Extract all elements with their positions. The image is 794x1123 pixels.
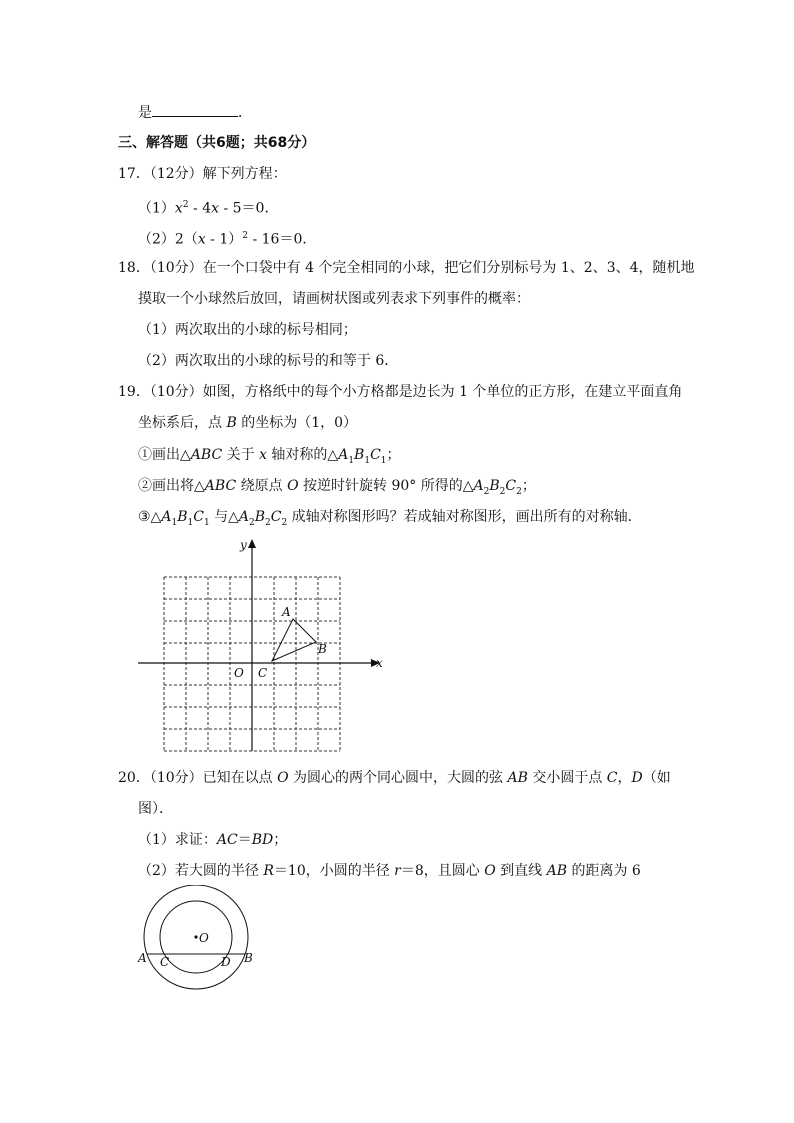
q20-line2: 图）．	[138, 801, 173, 817]
point-b-label: B	[244, 951, 253, 965]
concentric-circles-figure	[130, 885, 270, 995]
q20-line1: 20．（10分）已知在以点 O 为圆心的两个同心圆中，大圆的弦 AB 交小圆于点 C，D（如	[118, 770, 671, 786]
q16-answer-line: 是 ．	[138, 102, 252, 123]
q19-step2: ②画出将△ABC 绕原点 O 按逆时针旋转 90° 所得的$\triangle A_2B_2C_2$；	[138, 478, 536, 497]
section-title: 三、解答题（共6题；共68分）	[118, 135, 316, 151]
point-a-label: A	[282, 605, 291, 619]
q19-step1: ①画出△ABC 关于 x 轴对称的$\triangle A_1B_1C_1$；	[138, 447, 401, 466]
q17-part1: $(1)x^2 - 4x - 5=0$．	[138, 200, 279, 217]
coordinate-grid-figure	[130, 535, 390, 755]
point-c-label: C	[160, 955, 170, 969]
q19-line1: 19．（10分）如图，方格纸中的每个小方格都是边长为 1 个单位的正方形，在建立平面直角	[118, 384, 683, 400]
q17-part2: （2）2（x - 1）$^2$ - 16＝0．	[138, 231, 317, 248]
origin-label: O	[234, 666, 244, 680]
answer-blank	[152, 102, 238, 117]
q18-line1: 18．（10分）在一个口袋中有 4 个完全相同的小球，把它们分别标号为 1、2、3、4，随机地	[118, 260, 695, 276]
q18-part2: （2）两次取出的小球的标号的和等于 6．	[138, 353, 399, 369]
point-c-label: C	[258, 666, 268, 680]
q19-step3: $③\triangle A_1B_1C_1$ 与$\triangle A_2B_2C_2$ 成轴对称图形吗？若成轴对称图形，画出所有的对称轴．	[138, 509, 642, 528]
y-axis-arrow	[248, 539, 256, 548]
q20-part1: （1）求证：AC＝BD；	[138, 832, 288, 848]
x-axis-label: x	[376, 656, 383, 670]
y-axis-label: y	[240, 538, 247, 552]
point-d-label: D	[221, 955, 231, 969]
q18-part1: （1）两次取出的小球的标号相同；	[138, 322, 357, 338]
point-a-label: A	[138, 951, 147, 965]
point-b-label: B	[318, 642, 327, 656]
center-o-label: O	[199, 931, 209, 945]
q17-header: 17．（12分）解下列方程：	[118, 166, 287, 182]
q20-part2: （2）若大圆的半径 R＝10，小圆的半径 r＝8，且圆心 O 到直线 AB 的距离为 6	[138, 863, 641, 879]
triangle-abc	[272, 619, 316, 661]
q19-line2: 坐标系后，点 B 的坐标为（1，0）	[138, 415, 358, 431]
center-point	[194, 935, 197, 938]
q18-line2: 摸取一个小球然后放回，请画树状图或列表求下列事件的概率：	[138, 291, 530, 307]
